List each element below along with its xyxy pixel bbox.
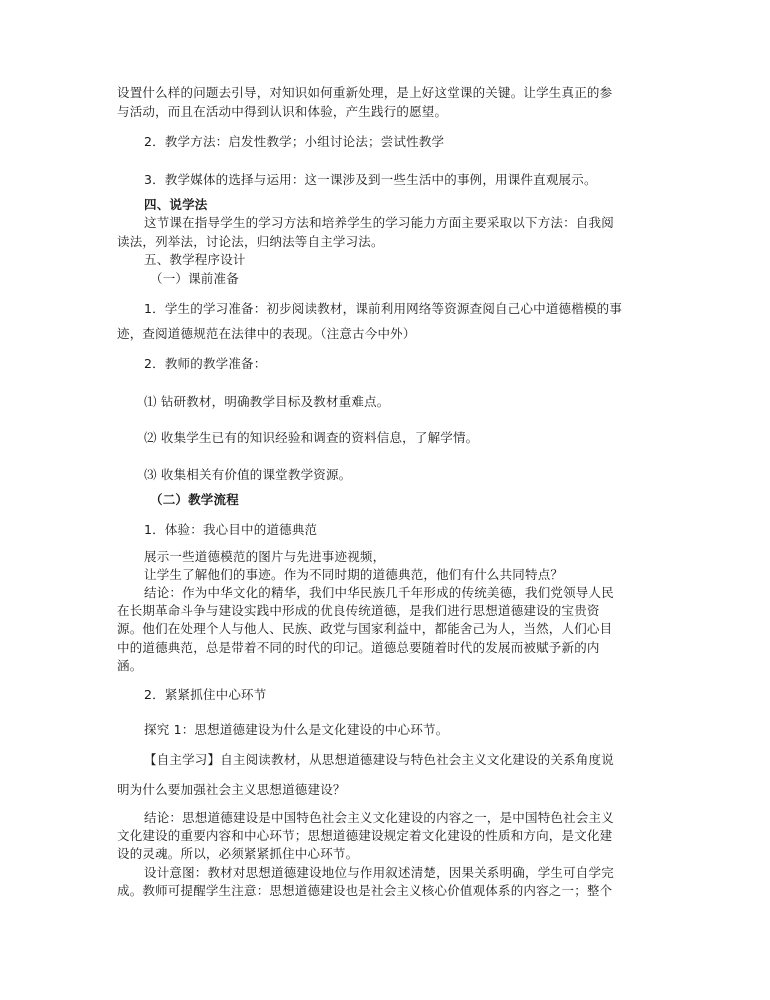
- method-item: 2．教学方法：启发性教学；小组讨论法；尝试性教学: [144, 134, 445, 149]
- list-item: ⑶ 收集相关有价值的课堂教学资源。: [144, 467, 352, 482]
- paragraph-line: 1．学生的学习准备：初步阅读教材，课前利用网络等资源查阅自己心中道德楷模的事: [144, 301, 623, 316]
- paragraph-line: 源。他们在处理个人与他人、民族、政党与国家利益中，都能舍己为人，当然，人们心目: [117, 621, 613, 636]
- paragraph-line: 涵。: [117, 658, 143, 673]
- paragraph-line: 结论：思想道德建设是中国特色社会主义文化建设的内容之一，是中国特色社会主义: [144, 810, 614, 825]
- section-heading: 五、教学程序设计: [144, 252, 246, 267]
- media-item: 3．教学媒体的选择与运用：这一课涉及到一些生活中的事例，用课件直观展示。: [144, 172, 597, 187]
- paragraph-line: 迹，查阅道德规范在法律中的表现。（注意古今中外）: [117, 326, 416, 341]
- paragraph-line: 文化建设的重要内容和中心环节；思想道德建设规定着文化建设的性质和方向，是文化建: [117, 828, 613, 843]
- paragraph-line: 与活动，而且在活动中得到认识和体验，产生践行的愿望。: [117, 104, 448, 119]
- paragraph-line: 中的道德典范，总是带着不同的时代的印记。道德总要随着时代的发展而被赋予新的内: [117, 640, 600, 655]
- paragraph-line: 2．教师的教学准备：: [144, 356, 267, 371]
- paragraph-line: 展示一些道德模范的图片与先进事迹视频，: [144, 549, 386, 564]
- list-item: ⑵ 收集学生已有的知识经验和调查的资料信息，了解学情。: [144, 430, 479, 445]
- paragraph-line: 探究 1：思想道德建设为什么是文化建设的中心环节。: [144, 722, 449, 737]
- paragraph-line: 在长期革命斗争与建设实践中形成的优良传统道德，是我们进行思想道德建设的宝贵资: [117, 603, 600, 618]
- section-heading: 四、说学法: [144, 197, 208, 212]
- paragraph-line: 读法，列举法，讨论法，归纳法等自主学习法。: [117, 234, 384, 249]
- paragraph-line: 这节课在指导学生的学习方法和培养学生的学习能力方面主要采取以下方法：自我阅: [144, 215, 614, 230]
- list-item: ⑴ 钻研教材，明确教学目标及教材重难点。: [144, 394, 390, 409]
- subsection-heading: （一）课前准备: [150, 271, 239, 286]
- paragraph-line: 【自主学习】自主阅读教材，从思想道德建设与特色社会主义文化建设的关系角度说: [144, 752, 614, 767]
- paragraph-line: 设计意图：教材对思想道德建设地位与作用叙述清楚，因果关系明确，学生可自学完: [144, 865, 614, 880]
- paragraph-line: 明为什么要加强社会主义思想道德建设？: [117, 782, 346, 797]
- paragraph-line: 设的灵魂。所以，必须紧紧抓住中心环节。: [117, 846, 359, 861]
- paragraph-line: 结论：作为中华文化的精华，我们中华民族几千年形成的传统美德，我们党领导人民: [144, 585, 614, 600]
- paragraph-line: 1．体验：我心目中的道德典范: [144, 522, 318, 537]
- subsection-heading: （二）教学流程: [150, 492, 239, 507]
- paragraph-line: 设置什么样的问题去引导，对知识如何重新处理，是上好这堂课的关键。让学生真正的参: [117, 85, 613, 100]
- paragraph-line: 让学生了解他们的事迹。作为不同时期的道德典范，他们有什么共同特点？: [144, 567, 564, 582]
- paragraph-line: 成。教师可提醒学生注意：思想道德建设也是社会主义核心价值观体系的内容之一；整个: [117, 883, 613, 898]
- paragraph-line: 2．紧紧抓住中心环节: [144, 687, 267, 702]
